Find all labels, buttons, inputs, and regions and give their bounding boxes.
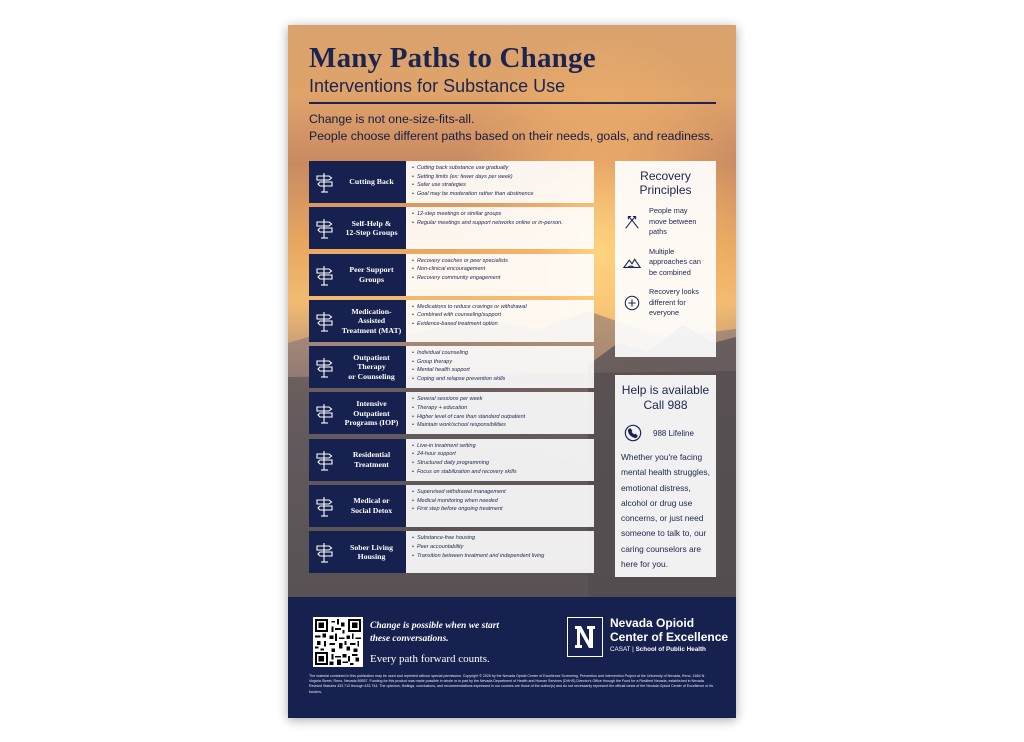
help-title-line: Call 988 xyxy=(643,398,688,412)
footer-tagline: Change is possible when we start these conversations. xyxy=(370,621,500,644)
path-point: • Live-in treatment setting xyxy=(412,442,594,451)
path-label xyxy=(309,392,406,434)
path-row xyxy=(309,392,594,434)
recovery-principles-panel xyxy=(615,161,716,357)
page-subtitle: Interventions for Substance Use xyxy=(309,76,566,96)
path-points xyxy=(406,439,594,481)
path-label xyxy=(309,207,406,249)
principle-text: Recovery looks different for everyone xyxy=(649,287,699,317)
path-point: • Mental health support xyxy=(412,366,594,375)
org-affiliation-casat: CASAT xyxy=(610,646,631,653)
signpost-icon xyxy=(313,494,337,518)
help-body-text: Whether you're facing mental health struggles, emotional distress, alcohol or drug use concerns, or just need someone to talk to, our caring counselors are here for you. xyxy=(621,452,710,570)
path-label xyxy=(309,531,406,573)
path-point: • Recovery community engagement xyxy=(412,274,594,283)
path-name: Peer Support Groups xyxy=(349,265,394,284)
intro-line: Change is not one-size-fits-all. xyxy=(309,112,475,126)
path-point: • First step before ongoing treatment xyxy=(412,505,594,514)
path-point: • Structured daily programming xyxy=(412,459,594,468)
lifeline-row[interactable] xyxy=(615,424,716,442)
footer-tagline-secondary: Every path forward counts. xyxy=(370,653,490,665)
path-name: Intensive Outpatient Programs (IOP) xyxy=(344,399,399,428)
org-name-line: Center of Excellence xyxy=(610,630,729,644)
principle-item xyxy=(615,287,716,319)
page-title: Many Paths to Change xyxy=(309,42,596,74)
principle-item xyxy=(615,206,716,238)
path-point: • Transition between treatment and independent living xyxy=(412,552,594,561)
phone-icon xyxy=(624,424,642,442)
path-point: • Cutting back substance use gradually xyxy=(412,164,594,173)
path-point: • Group therapy xyxy=(412,358,594,367)
path-name: Medication- Assisted Treatment (MAT) xyxy=(341,306,402,335)
path-label xyxy=(309,439,406,481)
path-point: • Evidence-based treatment option xyxy=(412,320,594,329)
path-point: • Higher level of care than standard outpatient xyxy=(412,413,594,422)
path-points xyxy=(406,485,594,527)
organization-name xyxy=(610,616,728,653)
path-point: • 24-hour support xyxy=(412,450,594,459)
path-label xyxy=(309,346,406,388)
principle-text: People may move between paths xyxy=(649,206,697,236)
path-point: • Maintain work/school responsibilities xyxy=(412,421,594,430)
help-title-line: Help is available xyxy=(621,383,710,397)
signpost-icon xyxy=(313,355,337,379)
path-point: • Focus on stabilization and recovery skills xyxy=(412,468,594,477)
signpost-icon xyxy=(313,309,337,333)
help-title xyxy=(615,383,716,413)
help-panel xyxy=(615,375,716,577)
signpost-icon xyxy=(313,401,337,425)
path-points xyxy=(406,300,594,342)
path-point: • Coping and relapse prevention skills xyxy=(412,375,594,384)
path-label xyxy=(309,300,406,342)
path-point: • Substance-free housing xyxy=(412,534,594,543)
path-point: • Medical monitoring when needed xyxy=(412,497,594,506)
path-point: • Several sessions per week xyxy=(412,395,594,404)
path-row xyxy=(309,161,594,203)
path-name: Outpatient Therapy or Counseling xyxy=(348,352,395,381)
title-divider xyxy=(309,102,716,104)
mountain-path-icon xyxy=(623,253,641,271)
nevada-n-logo xyxy=(567,617,603,657)
path-point: • Safer use strategies xyxy=(412,181,594,190)
principle-text: Multiple approaches can be combined xyxy=(649,246,701,277)
path-name: Self-Help & 12-Step Groups xyxy=(345,218,398,238)
fine-print: The material contained in this publication may be used and reprinted without special permission. Copyright © 2026 by the Nevada Opioid Center of Excellence Screening, Prevention and Intervention Project at the University of Nevada, Reno, 1664 N. Virginia Street, Reno, Nevada 89557. Funding for this product was made possible in whole or in part by the Nevada Department of Health and Human Services (DHHS) Director's Office through the Fund for a Resilient Nevada, established in Nevada Revised Statutes 433.712 through 433.744. The opinions, findings, conclusions, and recommendations expressed in our courses are those of the author(s) and do not necessarily represent the official views of the Nevada Opioid Center of Excellence or its funders. xyxy=(309,674,714,694)
path-name: Cutting Back xyxy=(349,177,394,187)
signpost-icon xyxy=(313,540,337,564)
path-row xyxy=(309,346,594,388)
path-points xyxy=(406,392,594,434)
principles-title: Recovery Principles xyxy=(639,169,692,197)
path-points xyxy=(406,531,594,573)
path-point: • Medications to reduce cravings or withdrawal xyxy=(412,303,594,312)
signpost-icon xyxy=(313,170,337,194)
intro-text xyxy=(309,111,729,145)
path-row xyxy=(309,531,594,573)
org-name-line: Nevada Opioid xyxy=(610,616,695,630)
path-points xyxy=(406,161,594,203)
path-point: • Combined with counseling/support xyxy=(412,311,594,320)
signpost-icon xyxy=(313,216,337,240)
principle-item xyxy=(615,247,716,279)
poster xyxy=(288,25,736,718)
lifeline-label: 988 Lifeline xyxy=(653,428,694,438)
path-point: • Peer accountability xyxy=(412,543,594,552)
qr-code[interactable] xyxy=(313,617,363,667)
path-point: • Individual counseling xyxy=(412,349,594,358)
path-label xyxy=(309,254,406,296)
path-point: • Goal may be moderation rather than abstinence xyxy=(412,190,594,199)
path-point: • Recovery coaches or peer specialists xyxy=(412,257,594,266)
org-affiliation: CASAT | School of Public Health xyxy=(610,646,706,653)
path-row xyxy=(309,485,594,527)
circle-plus-icon xyxy=(623,294,641,312)
path-row xyxy=(309,254,594,296)
path-point: • Setting limits (ex: fewer days per week) xyxy=(412,173,594,182)
path-row xyxy=(309,439,594,481)
path-name: Residential Treatment xyxy=(352,450,391,469)
path-label xyxy=(309,161,406,203)
path-name: Sober Living Housing xyxy=(350,542,393,562)
path-point: • Supervised withdrawal management xyxy=(412,488,594,497)
path-points xyxy=(406,346,594,388)
path-point: • 12-step meetings or similar groups xyxy=(412,210,594,219)
path-points xyxy=(406,207,594,249)
crossing-arrows-icon xyxy=(623,213,641,231)
path-row xyxy=(309,300,594,342)
path-point: • Non-clinical encouragement xyxy=(412,265,594,274)
footer xyxy=(288,597,736,718)
intro-line: People choose different paths based on their needs, goals, and readiness. xyxy=(309,129,714,143)
path-name: Medical or Social Detox xyxy=(350,496,393,516)
paths-list xyxy=(309,161,594,578)
org-affiliation-school: School of Public Health xyxy=(635,646,706,653)
path-point: • Regular meetings and support networks online or in-person. xyxy=(412,219,594,228)
path-point: • Therapy + education xyxy=(412,404,594,413)
signpost-icon xyxy=(313,263,337,287)
path-label xyxy=(309,485,406,527)
signpost-icon xyxy=(313,448,337,472)
n-letter-icon xyxy=(568,618,602,656)
path-row xyxy=(309,207,594,249)
path-points xyxy=(406,254,594,296)
